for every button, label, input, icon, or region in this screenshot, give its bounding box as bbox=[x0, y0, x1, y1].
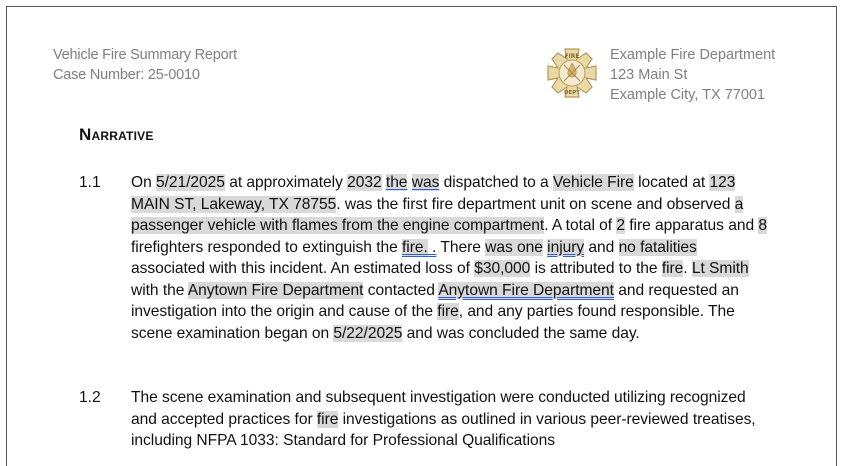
report-title: Vehicle Fire Summary Report bbox=[53, 47, 237, 63]
seal-text-bottom: DEPT bbox=[563, 90, 581, 96]
paragraph-text: with the bbox=[131, 281, 188, 299]
department-address-block bbox=[610, 45, 775, 105]
highlighted-field: 5/22/2025 bbox=[333, 324, 403, 342]
highlighted-field: fire bbox=[316, 410, 339, 428]
paragraph-text: at approximately bbox=[224, 174, 348, 191]
highlighted-field: no fatalities bbox=[618, 238, 697, 256]
paragraph-text: fire apparatus and bbox=[624, 217, 759, 234]
paragraph-text: is attributed to the bbox=[530, 260, 662, 277]
case-number: Case Number: 25-0010 bbox=[53, 67, 200, 83]
highlighted-field: Vehicle Fire bbox=[552, 174, 634, 191]
document-page bbox=[6, 6, 837, 466]
paragraph-text: . A total of bbox=[544, 217, 617, 234]
section-title: Narrative bbox=[79, 125, 154, 144]
highlighted-field: fire bbox=[661, 260, 684, 277]
paragraph-text: dispatched to a bbox=[439, 174, 553, 191]
highlighted-field: 5/21/2025 bbox=[155, 174, 225, 191]
report-header-left bbox=[53, 45, 237, 85]
paragraph-number: 1.1 bbox=[79, 174, 101, 191]
address-line-2: Example City, TX 77001 bbox=[610, 87, 766, 103]
highlighted-field: fire. bbox=[402, 238, 428, 256]
paragraph-text: firefighters responded to extinguish the bbox=[131, 238, 403, 256]
paragraph-body bbox=[131, 172, 771, 344]
paragraph-text: investigations as outlined in various peer-reviewed treatises, including NFPA 1033: Standard for Professional Qualifications bbox=[131, 410, 756, 449]
paragraph-text: . was the first fire department unit on scene and observed bbox=[336, 195, 735, 213]
paragraph-text: The scene examination and subsequent investigation were conducted utilizing recognized and accepted practices for bbox=[131, 389, 746, 428]
fire-department-seal-icon bbox=[546, 47, 598, 99]
highlighted-field: injury bbox=[547, 238, 585, 256]
paragraph-text: . bbox=[683, 260, 692, 277]
paragraph-text: . bbox=[427, 238, 437, 256]
highlighted-field: was bbox=[411, 174, 440, 191]
highlighted-field: Anytown Fire Department bbox=[187, 281, 364, 299]
department-name: Example Fire Department bbox=[610, 47, 776, 63]
highlighted-field: 123 MAIN ST, Lakeway, TX 78755 bbox=[131, 174, 736, 213]
seal-text-top: FIRE bbox=[564, 53, 580, 60]
paragraph-text: On bbox=[131, 174, 156, 191]
paragraph-text: and requested an investigation into the origin and cause of the bbox=[131, 281, 739, 320]
highlighted-field: Anytown Fire Department bbox=[438, 281, 614, 299]
paragraph-text: There bbox=[436, 238, 486, 256]
paragraph-text: , and any parties found responsible. The scene examination began on bbox=[131, 303, 735, 342]
paragraph-text: and was concluded the same day. bbox=[402, 324, 640, 342]
highlighted-field: the bbox=[385, 174, 408, 191]
highlighted-field: Lt Smith bbox=[691, 260, 749, 277]
paragraph-body bbox=[131, 387, 771, 452]
paragraph-text: contacted bbox=[363, 281, 439, 299]
highlighted-field: fire bbox=[437, 303, 459, 320]
highlighted-field: a passenger vehicle with flames from the engine compartment bbox=[131, 195, 744, 234]
highlighted-field: 8 bbox=[758, 217, 767, 234]
paragraph-text: associated with this incident. An estimated loss of bbox=[131, 260, 475, 277]
address-line-1: 123 Main St bbox=[610, 67, 688, 83]
paragraph-text: and bbox=[584, 238, 619, 256]
highlighted-field: $30,000 bbox=[474, 260, 531, 277]
paragraph-text: located at bbox=[633, 174, 710, 191]
highlighted-field: 2032 bbox=[347, 174, 382, 191]
paragraph-number: 1.2 bbox=[79, 389, 101, 406]
highlighted-field: 2 bbox=[616, 217, 625, 234]
highlighted-field: was one bbox=[485, 238, 543, 256]
